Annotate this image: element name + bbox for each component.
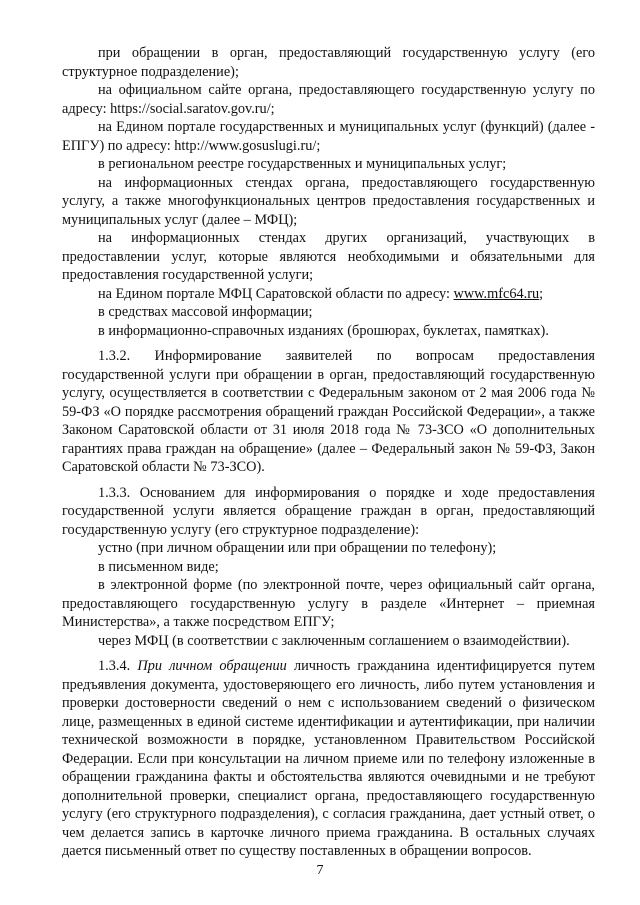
mfc-portal-prefix: на Едином портале МФЦ Саратовской области по адресу: — [98, 285, 454, 302]
paragraph-mass-media: в средствах массовой информации; — [98, 304, 313, 320]
mfc-portal-suffix: ; — [539, 285, 544, 302]
section-1-3-4-italic: При личном обращении — [137, 658, 287, 674]
page-number: 7 — [316, 863, 324, 878]
document-body — [62, 44, 595, 861]
section-1-3-4-number: 1.3.4. — [98, 658, 138, 674]
paragraph-official-site: на официальном сайте органа, предоставляющего государственную услугу по адресу: https://social.saratov.gov.ru/; — [62, 82, 595, 117]
section-1-3-2: 1.3.2. Информирование заявителей по вопросам предоставления государственной услуги при обращении в орган, предоставляющий государственную услугу, осуществляется в соответствии с Федеральным законом от 2 мая 2006 года № 59-ФЗ «О порядке рассмотрения обращений граждан Российской Федерации», а также Законом Саратовской области от 31 июля 2018 года № 73-ЗСО «О дополнительных гарантиях права граждан на обращение» (далее – Федеральный закон № 59-ФЗ, Закон Саратовской области № 73-ЗСО). — [62, 348, 595, 475]
paragraph-reference-editions: в информационно-справочных изданиях (брошюрах, буклетах, памятках). — [98, 322, 549, 339]
paragraph-regional-registry: в региональном реестре государственных и муниципальных услуг; — [98, 156, 507, 172]
paragraph-info-stands-organ: на информационных стендах органа, предоставляющего государственную услугу, а также многофункциональных центров предоставления государственных и муниципальных услуг (далее – МФЦ); — [62, 174, 595, 228]
section-1-3-3-item-written: в письменном виде; — [98, 558, 219, 575]
mfc-portal-link[interactable]: www.mfc64.ru — [453, 285, 540, 302]
section-1-3-3-item-oral: устно (при личном обращении или при обращении по телефону); — [98, 540, 497, 556]
paragraph-info-stands-other: на информационных стендах других организаций, участвующих в предоставлении услуг, которые являются необходимыми и обязательными для предоставления государственной услуги; — [62, 230, 595, 283]
section-1-3-4-text: личность гражданина идентифицируется путем предъявления документа, удостоверяющего его личность, либо путем установления и проверки достоверности сведений о нем с использованием сведений о физическом лице, размещенных в единой системе идентификации и аутентификации, при наличии технической возможности в порядке, установленном Правительством Российской Федерации. Если при консультации на личном приеме или по телефону изложенные в обращении гражданина факты и обстоятельства являются очевидными и не требуют дополнительной проверки, специалист органа, предоставляющего государственную услугу (его структурного подразделения), с согласия гражданина, дает устный ответ, о чем делается запись в карточке личного приема гражданина. В остальных случаях дается письменный ответ по существу поставленных в обращении вопросов. — [62, 658, 596, 859]
paragraph-epgu-portal: на Едином портале государственных и муниципальных услуг (функций) (далее - ЕПГУ) по адресу: http://www.gosuslugi.ru/; — [62, 119, 595, 154]
section-1-3-3: 1.3.3. Основанием для информирования о порядке и ходе предоставления государственной услуги является обращение граждан в орган, предоставляющий государственную услугу (его структурное подразделение): — [62, 484, 595, 538]
section-1-3-4 — [62, 657, 595, 861]
paragraph-mfc-portal — [62, 285, 595, 304]
section-1-3-3-item-mfc: через МФЦ (в соответствии с заключенным соглашением о взаимодействии). — [98, 632, 570, 649]
section-1-3-3-item-electronic: в электронной форме (по электронной почте, через официальный сайт органа, предоставляющего государственную услугу в разделе «Интернет – приемная Министерства», а также посредством ЕПГУ; — [62, 577, 595, 630]
paragraph-appeal-to-organ: при обращении в орган, предоставляющий государственную услугу (его структурное подразделение); — [62, 45, 595, 80]
